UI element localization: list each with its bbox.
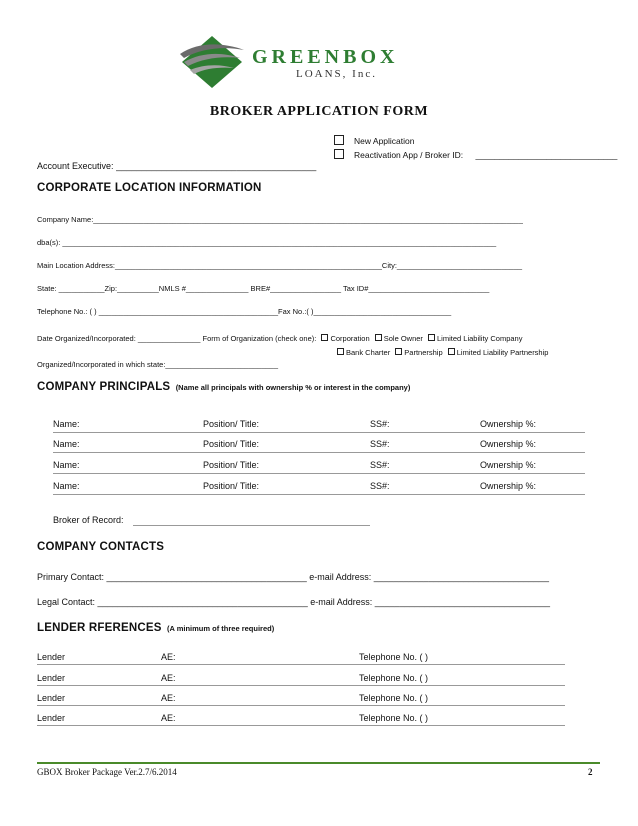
principals-heading-row: [37, 381, 410, 393]
principal-name-label: Name:: [53, 419, 80, 429]
lender-ae-label: AE:: [161, 652, 176, 662]
reactivation-label: Reactivation App / Broker ID:: [354, 150, 464, 160]
footer-version: GBOX Broker Package Ver.2.7/6.2014: [37, 767, 177, 777]
state-incorporated-field[interactable]: Organized/Incorporated in which state:___________________________: [37, 360, 279, 369]
principals-heading: COMPANY PRINCIPALS: [37, 381, 171, 393]
account-executive-field[interactable]: ________________________________________: [116, 161, 317, 171]
dba-field[interactable]: dba(s): ________________________________________________________________________________________________________: [37, 238, 497, 247]
phone-fax-row[interactable]: Telephone No.: ( ) ___________________________________________Fax No.:( )_________________________________: [37, 307, 452, 316]
reactivation-option[interactable]: [334, 149, 617, 160]
principal-name-label: Name:: [53, 460, 80, 470]
org-option-partnership[interactable]: Partnership: [392, 348, 442, 357]
broker-of-record-field[interactable]: [133, 513, 370, 526]
greenbox-logo-icon: [178, 32, 246, 90]
lender-ae-label: AE:: [161, 693, 176, 703]
lender-row[interactable]: [37, 713, 565, 726]
contacts-heading: COMPANY CONTACTS: [37, 541, 165, 553]
lender-label: Lender: [37, 673, 66, 683]
lender-row[interactable]: [37, 673, 565, 686]
principal-name-label: Name:: [53, 481, 80, 491]
primary-contact-row[interactable]: Primary Contact: ________________________________________ e-mail Address: ___________________________________: [37, 572, 549, 582]
new-application-option[interactable]: [334, 135, 414, 146]
principal-ownership-label: Ownership %:: [480, 439, 537, 449]
logo-name: GREENBOX: [252, 46, 399, 68]
principal-row[interactable]: [53, 481, 585, 495]
state-zip-row[interactable]: State: ___________Zip:__________NMLS #_______________ BRE#_________________ Tax ID#_____________________________: [37, 284, 490, 293]
principal-position-label: Position/ Title:: [203, 419, 260, 429]
main-address-field[interactable]: Main Location Address:________________________________________________________________City:______________________________: [37, 261, 523, 270]
lender-phone-label: Telephone No. ( ): [359, 713, 429, 723]
checkbox-icon[interactable]: [428, 334, 435, 341]
page-number: 2: [588, 767, 593, 777]
date-organized-field[interactable]: Date Organized/Incorporated: _______________ Form of Organization (check one):: [37, 334, 317, 343]
company-name-field[interactable]: Company Name:_______________________________________________________________________________________________________: [37, 215, 523, 224]
principal-position-label: Position/ Title:: [203, 460, 260, 470]
broker-of-record-row: [53, 515, 124, 525]
checkbox-icon[interactable]: [448, 348, 455, 355]
checkbox-icon[interactable]: [375, 334, 382, 341]
principal-ownership-label: Ownership %:: [480, 460, 537, 470]
account-executive-label: Account Executive:: [37, 161, 114, 171]
broker-id-field[interactable]: ______________________________: [475, 150, 618, 160]
reactivation-checkbox[interactable]: [334, 149, 344, 159]
principal-position-label: Position/ Title:: [203, 481, 260, 491]
lender-label: Lender: [37, 652, 66, 662]
lender-heading: LENDER RFERENCES: [37, 622, 162, 634]
date-organized-row: [37, 334, 522, 343]
legal-contact-row[interactable]: Legal Contact: __________________________________________ e-mail Address: ___________________________________: [37, 597, 550, 607]
checkbox-icon[interactable]: [395, 348, 402, 355]
corporate-location-heading: CORPORATE LOCATION INFORMATION: [37, 182, 262, 194]
lender-heading-row: [37, 622, 274, 634]
lender-label: Lender: [37, 713, 66, 723]
org-option-llp[interactable]: Limited Liability Partnership: [445, 348, 549, 357]
principal-row[interactable]: [53, 460, 585, 474]
principal-ownership-label: Ownership %:: [480, 481, 537, 491]
logo: [178, 32, 428, 92]
principals-subheading: (Name all principals with ownership % or interest in the company): [175, 383, 411, 392]
principal-position-label: Position/ Title:: [203, 439, 260, 449]
org-option-corporation[interactable]: Corporation: [318, 334, 369, 343]
logo-sub: LOANS, Inc.: [296, 68, 377, 80]
form-title: BROKER APPLICATION FORM: [209, 104, 429, 119]
principal-ss-label: SS#:: [370, 460, 390, 470]
principal-row[interactable]: [53, 419, 585, 433]
principal-ownership-label: Ownership %:: [480, 419, 537, 429]
lender-phone-label: Telephone No. ( ): [359, 652, 429, 662]
org-option-sole-owner[interactable]: Sole Owner: [372, 334, 423, 343]
footer-rule: [37, 762, 600, 764]
org-options-row-2: [334, 348, 548, 357]
principal-name-label: Name:: [53, 439, 80, 449]
principal-ss-label: SS#:: [370, 481, 390, 491]
principal-row[interactable]: [53, 439, 585, 453]
lender-ae-label: AE:: [161, 673, 176, 683]
org-option-llc[interactable]: Limited Liability Company: [425, 334, 522, 343]
new-application-checkbox[interactable]: [334, 135, 344, 145]
lender-row[interactable]: [37, 652, 565, 665]
new-application-label: New Application: [354, 136, 415, 146]
lender-label: Lender: [37, 693, 66, 703]
checkbox-icon[interactable]: [321, 334, 328, 341]
principal-ss-label: SS#:: [370, 439, 390, 449]
checkbox-icon[interactable]: [337, 348, 344, 355]
principal-ss-label: SS#:: [370, 419, 390, 429]
lender-subheading: (A minimum of three required): [166, 624, 275, 633]
broker-of-record-label: Broker of Record:: [53, 515, 124, 525]
lender-ae-label: AE:: [161, 713, 176, 723]
account-executive-row: [37, 161, 316, 171]
org-option-bank-charter[interactable]: Bank Charter: [334, 348, 390, 357]
lender-phone-label: Telephone No. ( ): [359, 693, 429, 703]
lender-phone-label: Telephone No. ( ): [359, 673, 429, 683]
lender-row[interactable]: [37, 693, 565, 706]
